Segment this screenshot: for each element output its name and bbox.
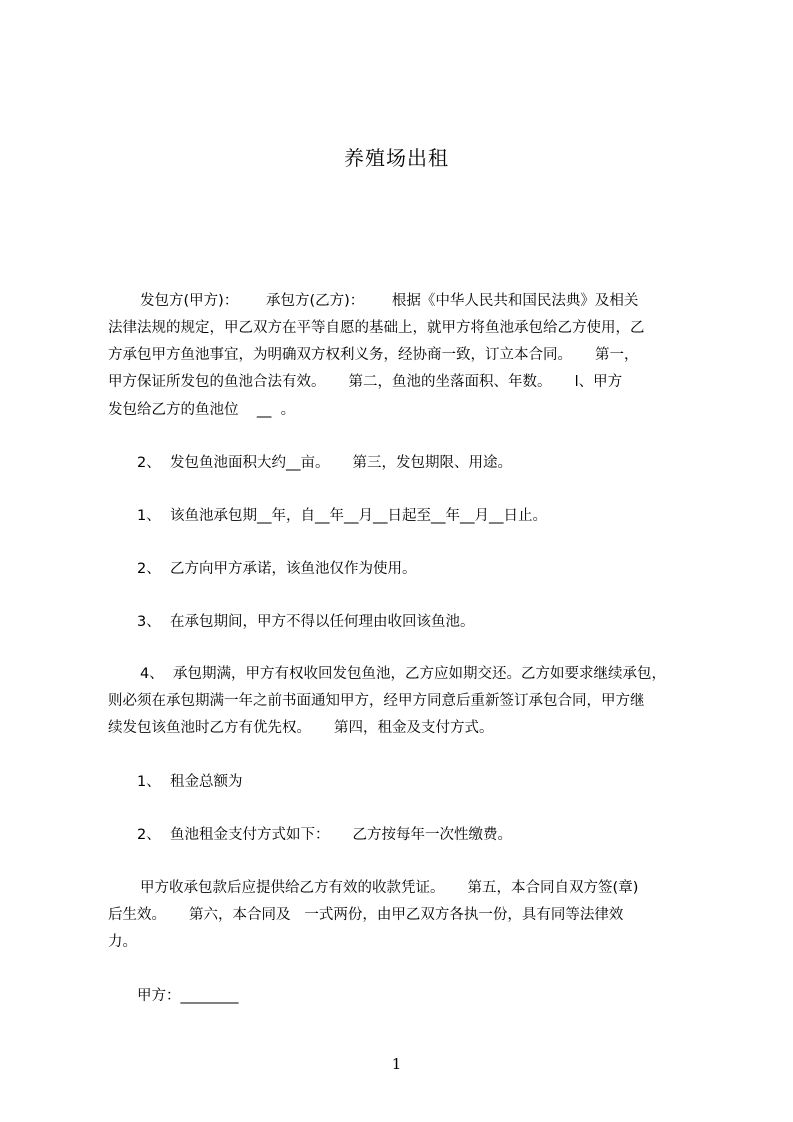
text-line: 发包给乙方的鱼池位 __ 。 xyxy=(108,402,296,418)
text-line: 1、 该鱼池承包期__年，自__年__月__日起至__年__月__日止。 xyxy=(137,508,547,524)
text-line: 甲方收承包款后应提供给乙方有效的收款凭证。 第五，本合同自双方签(章) xyxy=(140,880,639,896)
text-line: 1、 租金总额为 xyxy=(137,774,243,790)
text-line: 4、 承包期满，甲方有权收回发包鱼池，乙方应如期交还。乙方如要求继续承包， xyxy=(140,666,666,682)
text-line: 2、 乙方向甲方承诺，该鱼池仅作为使用。 xyxy=(137,561,417,577)
text-line: 方承包甲方鱼池事宜，为明确双方权利义务，经协商一致，订立本合同。 第一， xyxy=(108,347,639,363)
document-title: 养殖场出租 xyxy=(344,146,449,170)
text-line: 2、 发包鱼池面积大约__亩。 第三，发包期限、用途。 xyxy=(137,455,512,471)
text-line: 后生效。 第六，本合同及 一式两份，由甲乙双方各执一份，具有同等法律效 xyxy=(108,907,624,923)
text-line: 甲方保证所发包的鱼池合法有效。 第二，鱼池的坐落面积、年数。 l、甲方 xyxy=(108,374,623,390)
text-line: 续发包该鱼池时乙方有优先权。 第四，租金及支付方式。 xyxy=(108,720,494,736)
page-number: 1 xyxy=(391,1055,402,1073)
text-line: 3、 在承包期间，甲方不得以任何理由收回该鱼池。 xyxy=(137,614,475,630)
text-line: 力。 xyxy=(108,934,137,950)
signature-line: 甲方：________ xyxy=(137,988,239,1004)
text-line: 发包方(甲方)： 承包方(乙方)： 根据《中华人民共和国民法典》及相关 xyxy=(140,293,639,309)
text-line: 法律法规的规定，甲乙双方在平等自愿的基础上，就甲方将鱼池承包给乙方使用，乙 xyxy=(108,320,645,336)
text-line: 2、 鱼池租金支付方式如下： 乙方按每年一次性缴费。 xyxy=(137,827,512,843)
text-line: 则必须在承包期满一年之前书面通知甲方，经甲方同意后重新签订承包合同，甲方继 xyxy=(108,693,645,709)
